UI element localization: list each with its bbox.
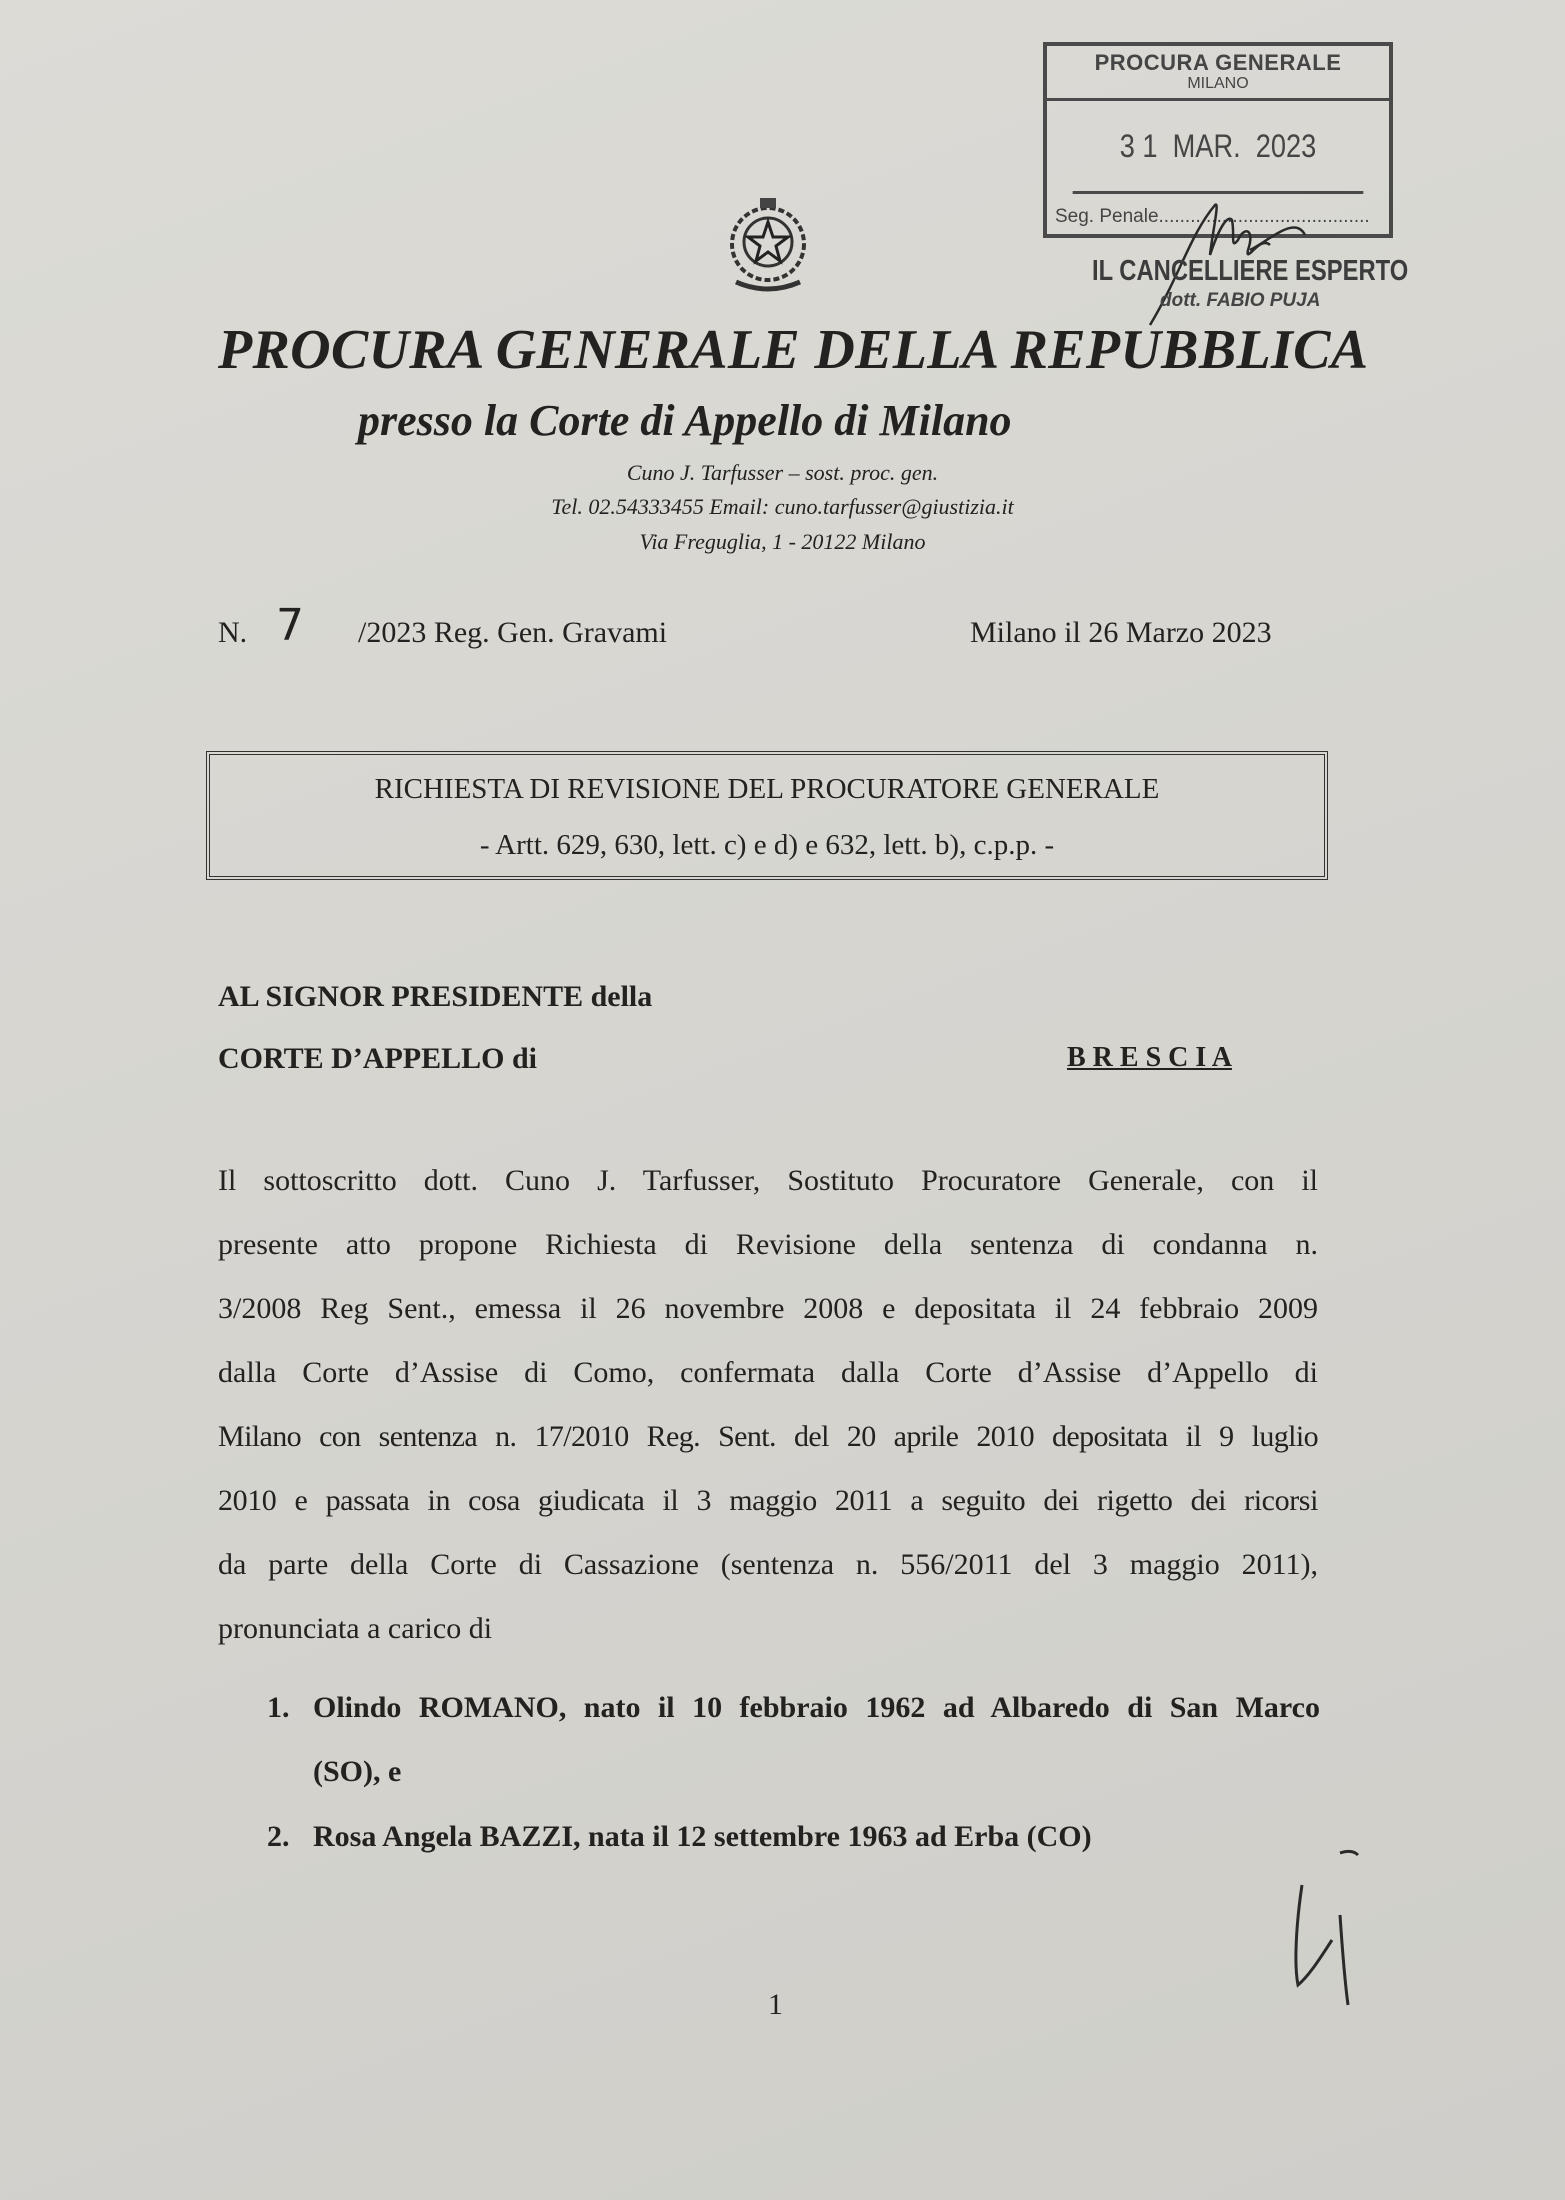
body-line: Milano con sentenza n. 17/2010 Reg. Sent. del 20 aprile 2010 depositata il 9 luglio [218, 1420, 1318, 1453]
reference-register: /2023 Reg. Gen. Gravami [358, 616, 668, 649]
clerk-title: IL CANCELLIERE ESPERTO [1092, 255, 1409, 287]
defendant-2-number: 2. [267, 1820, 290, 1853]
page-number: 1 [768, 1988, 783, 2021]
italian-republic-emblem-icon [722, 196, 814, 296]
request-articles: - Artt. 629, 630, lett. c) e d) e 632, lett. b), c.p.p. - [479, 829, 1055, 861]
address-line: Via Freguglia, 1 - 20122 Milano [639, 529, 926, 554]
defendant-1: Olindo ROMANO, nato il 10 febbraio 1962 ad Albaredo di San Marco [313, 1691, 1320, 1724]
stamp-dots: ........................................ [1158, 206, 1370, 227]
body-line: presente atto propone Richiesta di Revisione della sentenza di condanna n. [218, 1228, 1318, 1261]
body-line: Il sottoscritto dott. Cuno J. Tarfusser, Sostituto Procuratore Generale, con il [218, 1164, 1318, 1197]
addressee-line2: CORTE D’APPELLO di [218, 1042, 537, 1075]
reference-number-handwritten: 7 [276, 600, 304, 651]
contact-line: Tel. 02.54333455 Email: cuno.tarfusser@giustizia.it [551, 494, 1014, 519]
stamp-office: PROCURA GENERALE [1094, 50, 1342, 75]
addressee-city: B R E S C I A [1067, 1042, 1232, 1073]
stamp-city: MILANO [1187, 75, 1249, 92]
body-line: da parte della Corte di Cassazione (sentenza n. 556/2011 del 3 maggio 2011), [218, 1548, 1318, 1581]
body-line: 2010 e passata in cosa giudicata il 3 maggio 2011 a seguito dei rigetto dei ricorsi [218, 1484, 1318, 1517]
request-title-box [206, 751, 1328, 880]
body-line: 3/2008 Reg Sent., emessa il 26 novembre 2008 e depositata il 24 febbraio 2009 [218, 1292, 1318, 1325]
stamp-section-label: Seg. Penale [1055, 206, 1159, 227]
office-title: PROCURA GENERALE DELLA REPUBBLICA [218, 319, 1369, 381]
addressee-line1: AL SIGNOR PRESIDENTE della [218, 980, 653, 1013]
defendant-1-number: 1. [267, 1691, 290, 1724]
defendant-1-cont: (SO), e [313, 1755, 402, 1788]
defendant-2: Rosa Angela BAZZI, nata il 12 settembre 1963 ad Erba (CO) [313, 1820, 1092, 1853]
clerk-name: dott. FABIO PUJA [1160, 290, 1321, 311]
reference-prefix: N. [218, 616, 248, 649]
body-line: dalla Corte d’Assise di Como, confermata dalla Corte d’Assise d’Appello di [218, 1356, 1318, 1389]
handwritten-page-mark [1280, 1845, 1390, 2015]
stamp-date: 3 1 MAR. 2023 [1073, 101, 1364, 194]
place-date: Milano il 26 Marzo 2023 [970, 616, 1272, 649]
office-subtitle: presso la Corte di Appello di Milano [358, 396, 1012, 445]
author-line: Cuno J. Tarfusser – sost. proc. gen. [626, 460, 939, 485]
body-line: pronunciata a carico di [218, 1612, 493, 1645]
request-title: RICHIESTA DI REVISIONE DEL PROCURATORE GENERALE [374, 773, 1160, 805]
